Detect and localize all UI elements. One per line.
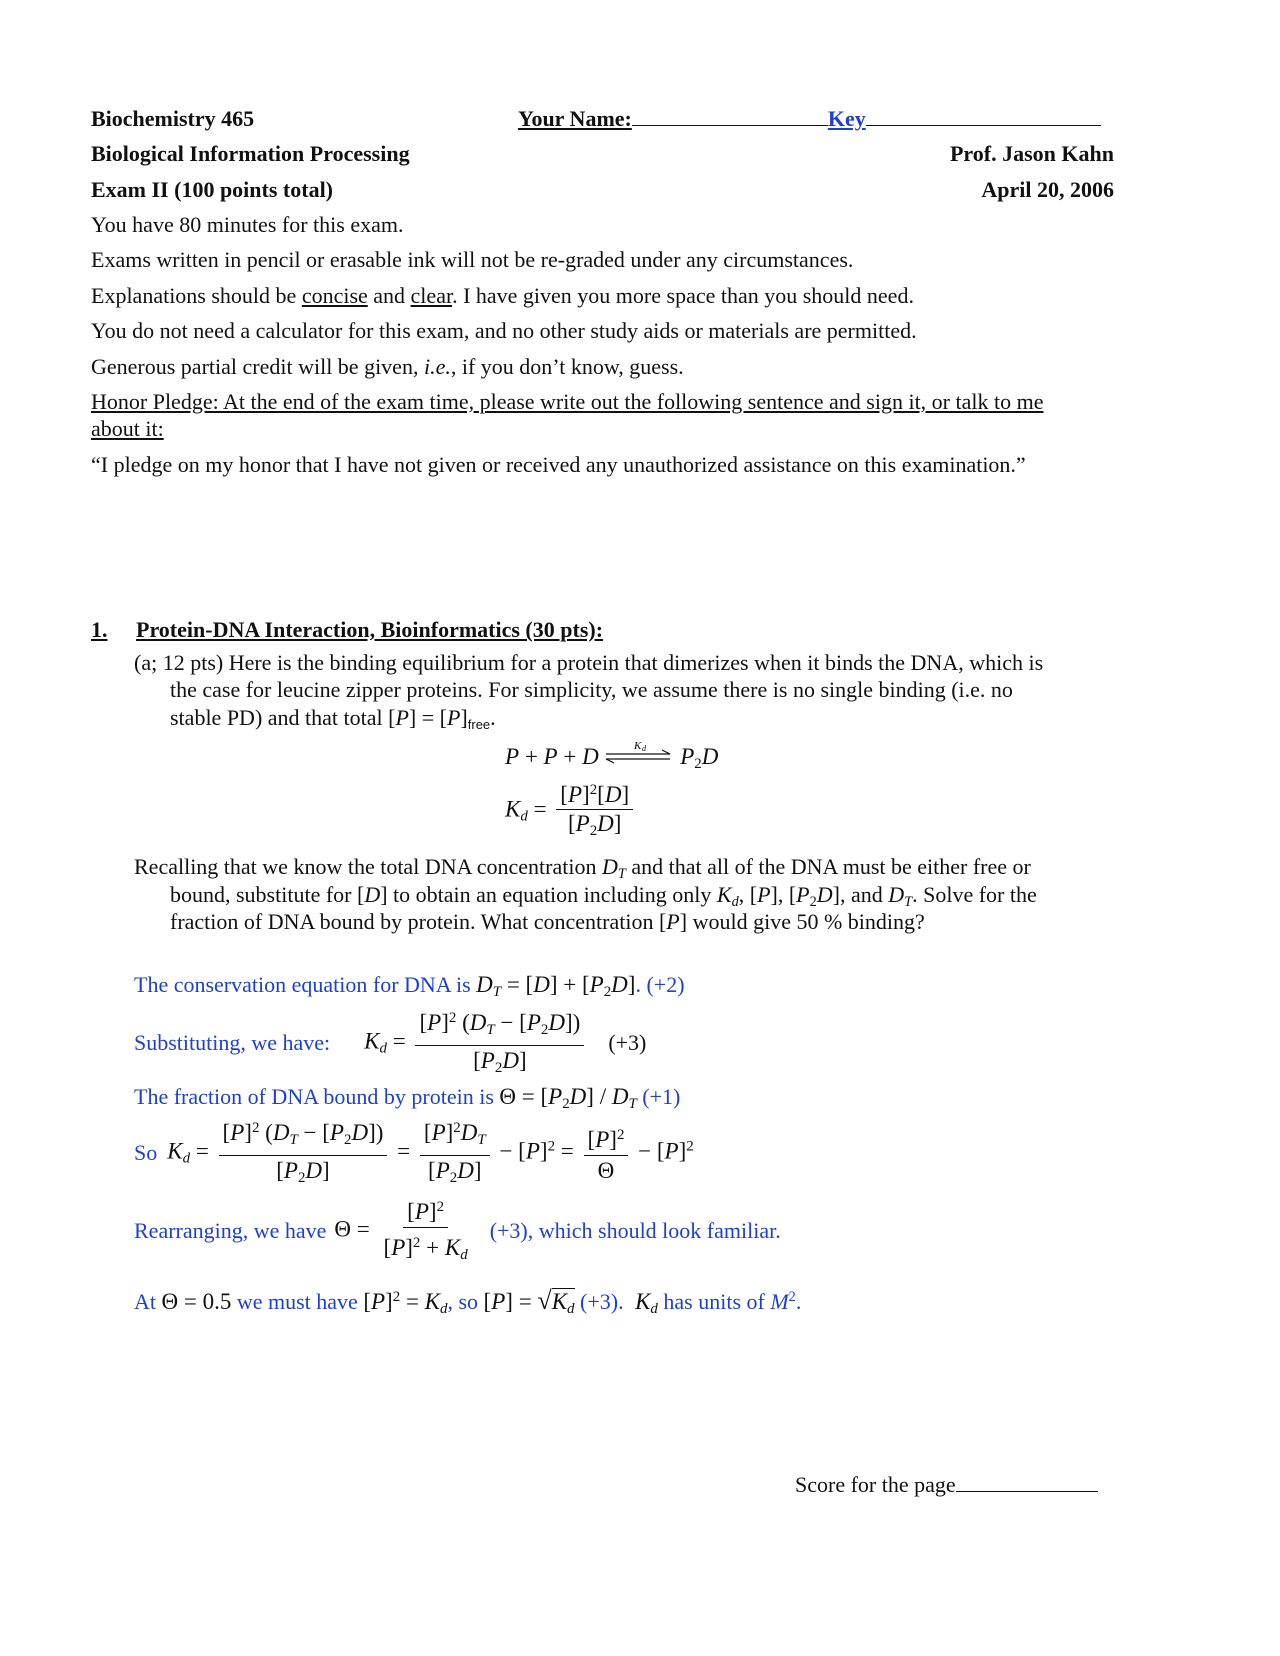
honor-pledge-line1: Honor Pledge: At the end of the exam time, please write out the following sentence and sign it, or talk to me xyxy=(91,389,1044,414)
svg-text:K: K xyxy=(634,740,642,752)
answer-fraction: The fraction of DNA bound by protein is $\Theta = [P_2D] / D_T$ (+1) xyxy=(134,1084,681,1112)
part-a-line3: stable PD) and that total [P] = [P]free. xyxy=(170,705,496,732)
part-a-line1: (a; 12 pts) Here is the binding equilibrium for a protein that dimerizes when it binds the DNA, which is xyxy=(134,650,1044,675)
course-subtitle: Biological Information Processing xyxy=(91,141,410,166)
answer-at-half: At Θ = 0.5 we must have $[P]^2 = K_d$, so $[P] = √K_d$ (+3). $K_d$ has units of $M^2$. xyxy=(134,1286,802,1317)
recall-line3: fraction of DNA bound by protein. What concentration [P] would give 50 % binding? xyxy=(170,909,925,934)
question-title: Protein-DNA Interaction, Bioinformatics (30 pts): xyxy=(136,617,604,642)
question-number: 1. xyxy=(91,617,108,642)
answer-substituting: Substituting, we have: $K_d$ = $\frac{[P]^2 (D_T - [P_2D])}{[P_2D]}$ (+3) xyxy=(134,1010,646,1076)
answer-conservation: The conservation equation for DNA is $D_T = [D] + [P_2D]$. (+2) xyxy=(134,972,685,1000)
recall-line1: Recalling that we know the total DNA concentration $D_T$ and that all of the DNA must be either free or xyxy=(134,854,1031,882)
professor-name: Prof. Jason Kahn xyxy=(949,141,1114,166)
answer-rearranging: Rearranging, we have Θ = $\frac{[P]^2}{[P]^2 + K_d}$ (+3), which should look familiar. xyxy=(134,1198,781,1264)
your-name-label: Your Name: xyxy=(518,106,632,131)
equilibrium-arrows-icon xyxy=(604,740,674,766)
exam-title: Exam II (100 points total) xyxy=(91,177,334,202)
part-a-line2: the case for leucine zipper proteins. For simplicity, we assume there is no single binding (i.e. no xyxy=(170,677,1013,702)
equilibrium-equation: P + P + D K d $P_2D$ xyxy=(505,740,719,772)
instruction-credit: Generous partial credit will be given, i.e., if you don’t know, guess. xyxy=(91,354,684,379)
instruction-explanations: Explanations should be concise and clear. I have given you more space than you should need. xyxy=(91,283,914,308)
kd-definition: $K_d$ = $\frac{[P]^2[D]}{[P_2D]}$ xyxy=(505,782,637,840)
answer-so-equation: So $K_d$ = $\frac{[P]^2 (D_T - [P_2D])}{[P_2D]}$ = $\frac{[P]^2D_T}{[P_2D]}$ − $[P]^2$ = $\frac{[P]^2}{\Theta}$ − $[P]^2$ xyxy=(134,1120,694,1186)
pledge-text: “I pledge on my honor that I have not given or received any unauthorized assistance on this examination.” xyxy=(91,452,1026,477)
concise-word: concise xyxy=(301,283,368,308)
recall-line2: bound, substitute for [D] to obtain an equation including only $K_d$, [P], $[P_2D]$, and $D_T$. Solve for the xyxy=(170,882,1037,910)
exam-date: April 20, 2006 xyxy=(981,177,1114,202)
clear-word: clear xyxy=(410,283,453,308)
svg-text:d: d xyxy=(642,744,647,753)
name-value: Key xyxy=(827,106,866,131)
name-field[interactable] xyxy=(518,105,1114,133)
instruction-calculator: You do not need a calculator for this exam, and no other study aids or materials are permitted. xyxy=(91,318,917,343)
instruction-time: You have 80 minutes for this exam. xyxy=(91,212,404,237)
course-title: Biochemistry 465 xyxy=(91,106,255,131)
instruction-pencil: Exams written in pencil or erasable ink will not be re-graded under any circumstances. xyxy=(91,247,854,272)
honor-pledge-line2: about it: xyxy=(91,416,164,441)
score-label: Score for the page xyxy=(795,1472,956,1497)
score-field[interactable] xyxy=(795,1471,1114,1499)
